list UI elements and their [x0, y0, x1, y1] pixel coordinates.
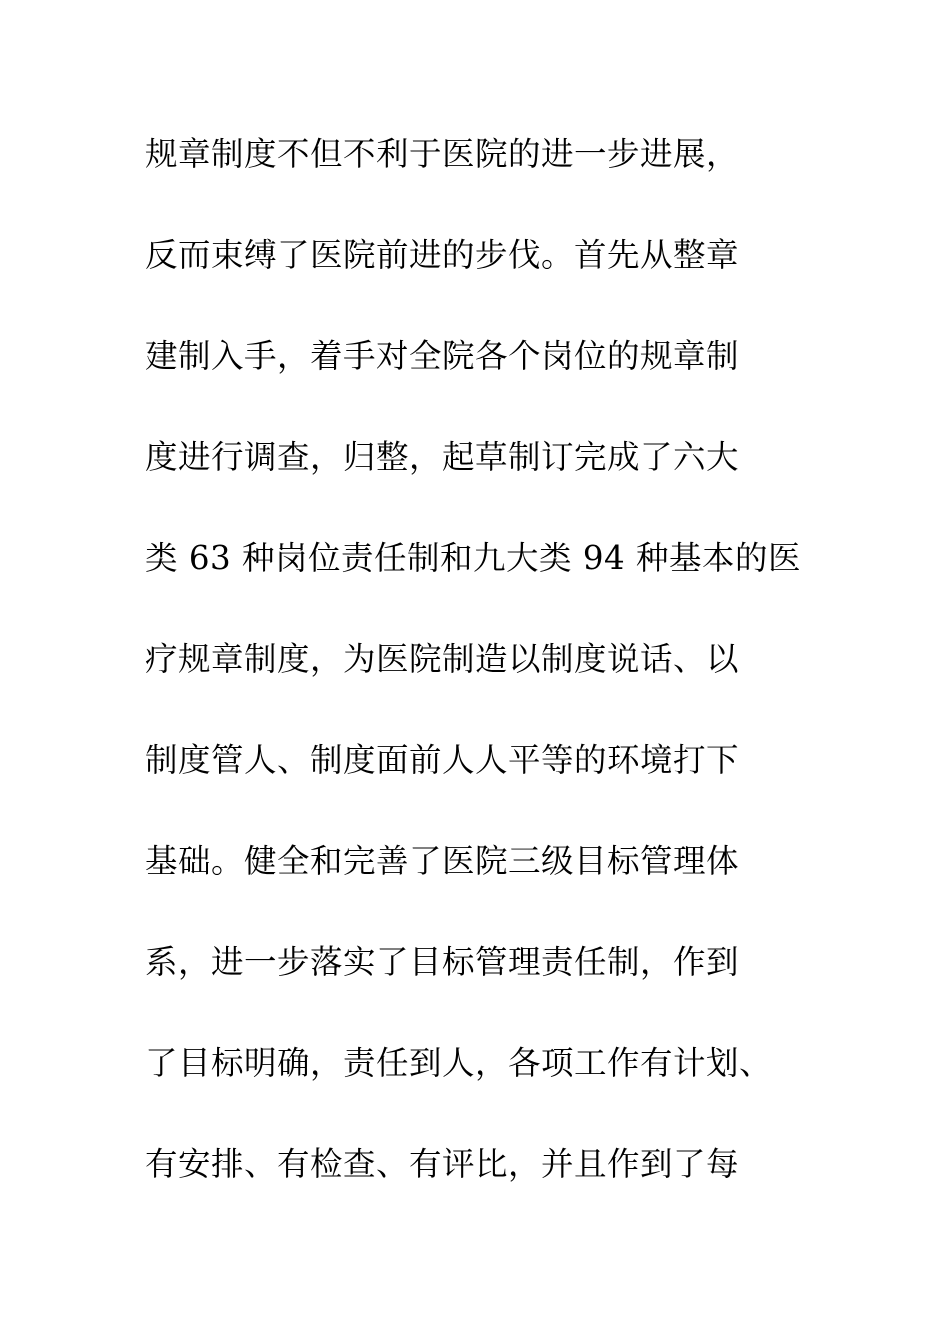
text-line: 了目标明确，责任到人，各项工作有计划、	[145, 1044, 773, 1082]
text-line: 建制入手，着手对全院各个岗位的规章制	[145, 337, 740, 375]
text-line: 疗规章制度，为医院制造以制度说话、以	[145, 640, 740, 678]
text-line: 有安排、有检查、有评比，并且作到了每	[145, 1145, 740, 1183]
text-line: 度进行调查，归整，起草制订完成了六大	[145, 438, 740, 476]
text-line: 系，进一步落实了目标管理责任制，作到	[145, 943, 740, 981]
text-line: 基础。健全和完善了医院三级目标管理体	[145, 842, 740, 880]
text-line: 制度管人、制度面前人人平等的环境打下	[145, 741, 740, 779]
text-line: 类 63 种岗位责任制和九大类 94 种基本的医	[145, 539, 802, 577]
text-line: 反而束缚了医院前进的步伐。首先从整章	[145, 236, 740, 274]
text-line: 规章制度不但不利于医院的进一步进展，	[145, 135, 740, 173]
body-text	[145, 125, 825, 1236]
